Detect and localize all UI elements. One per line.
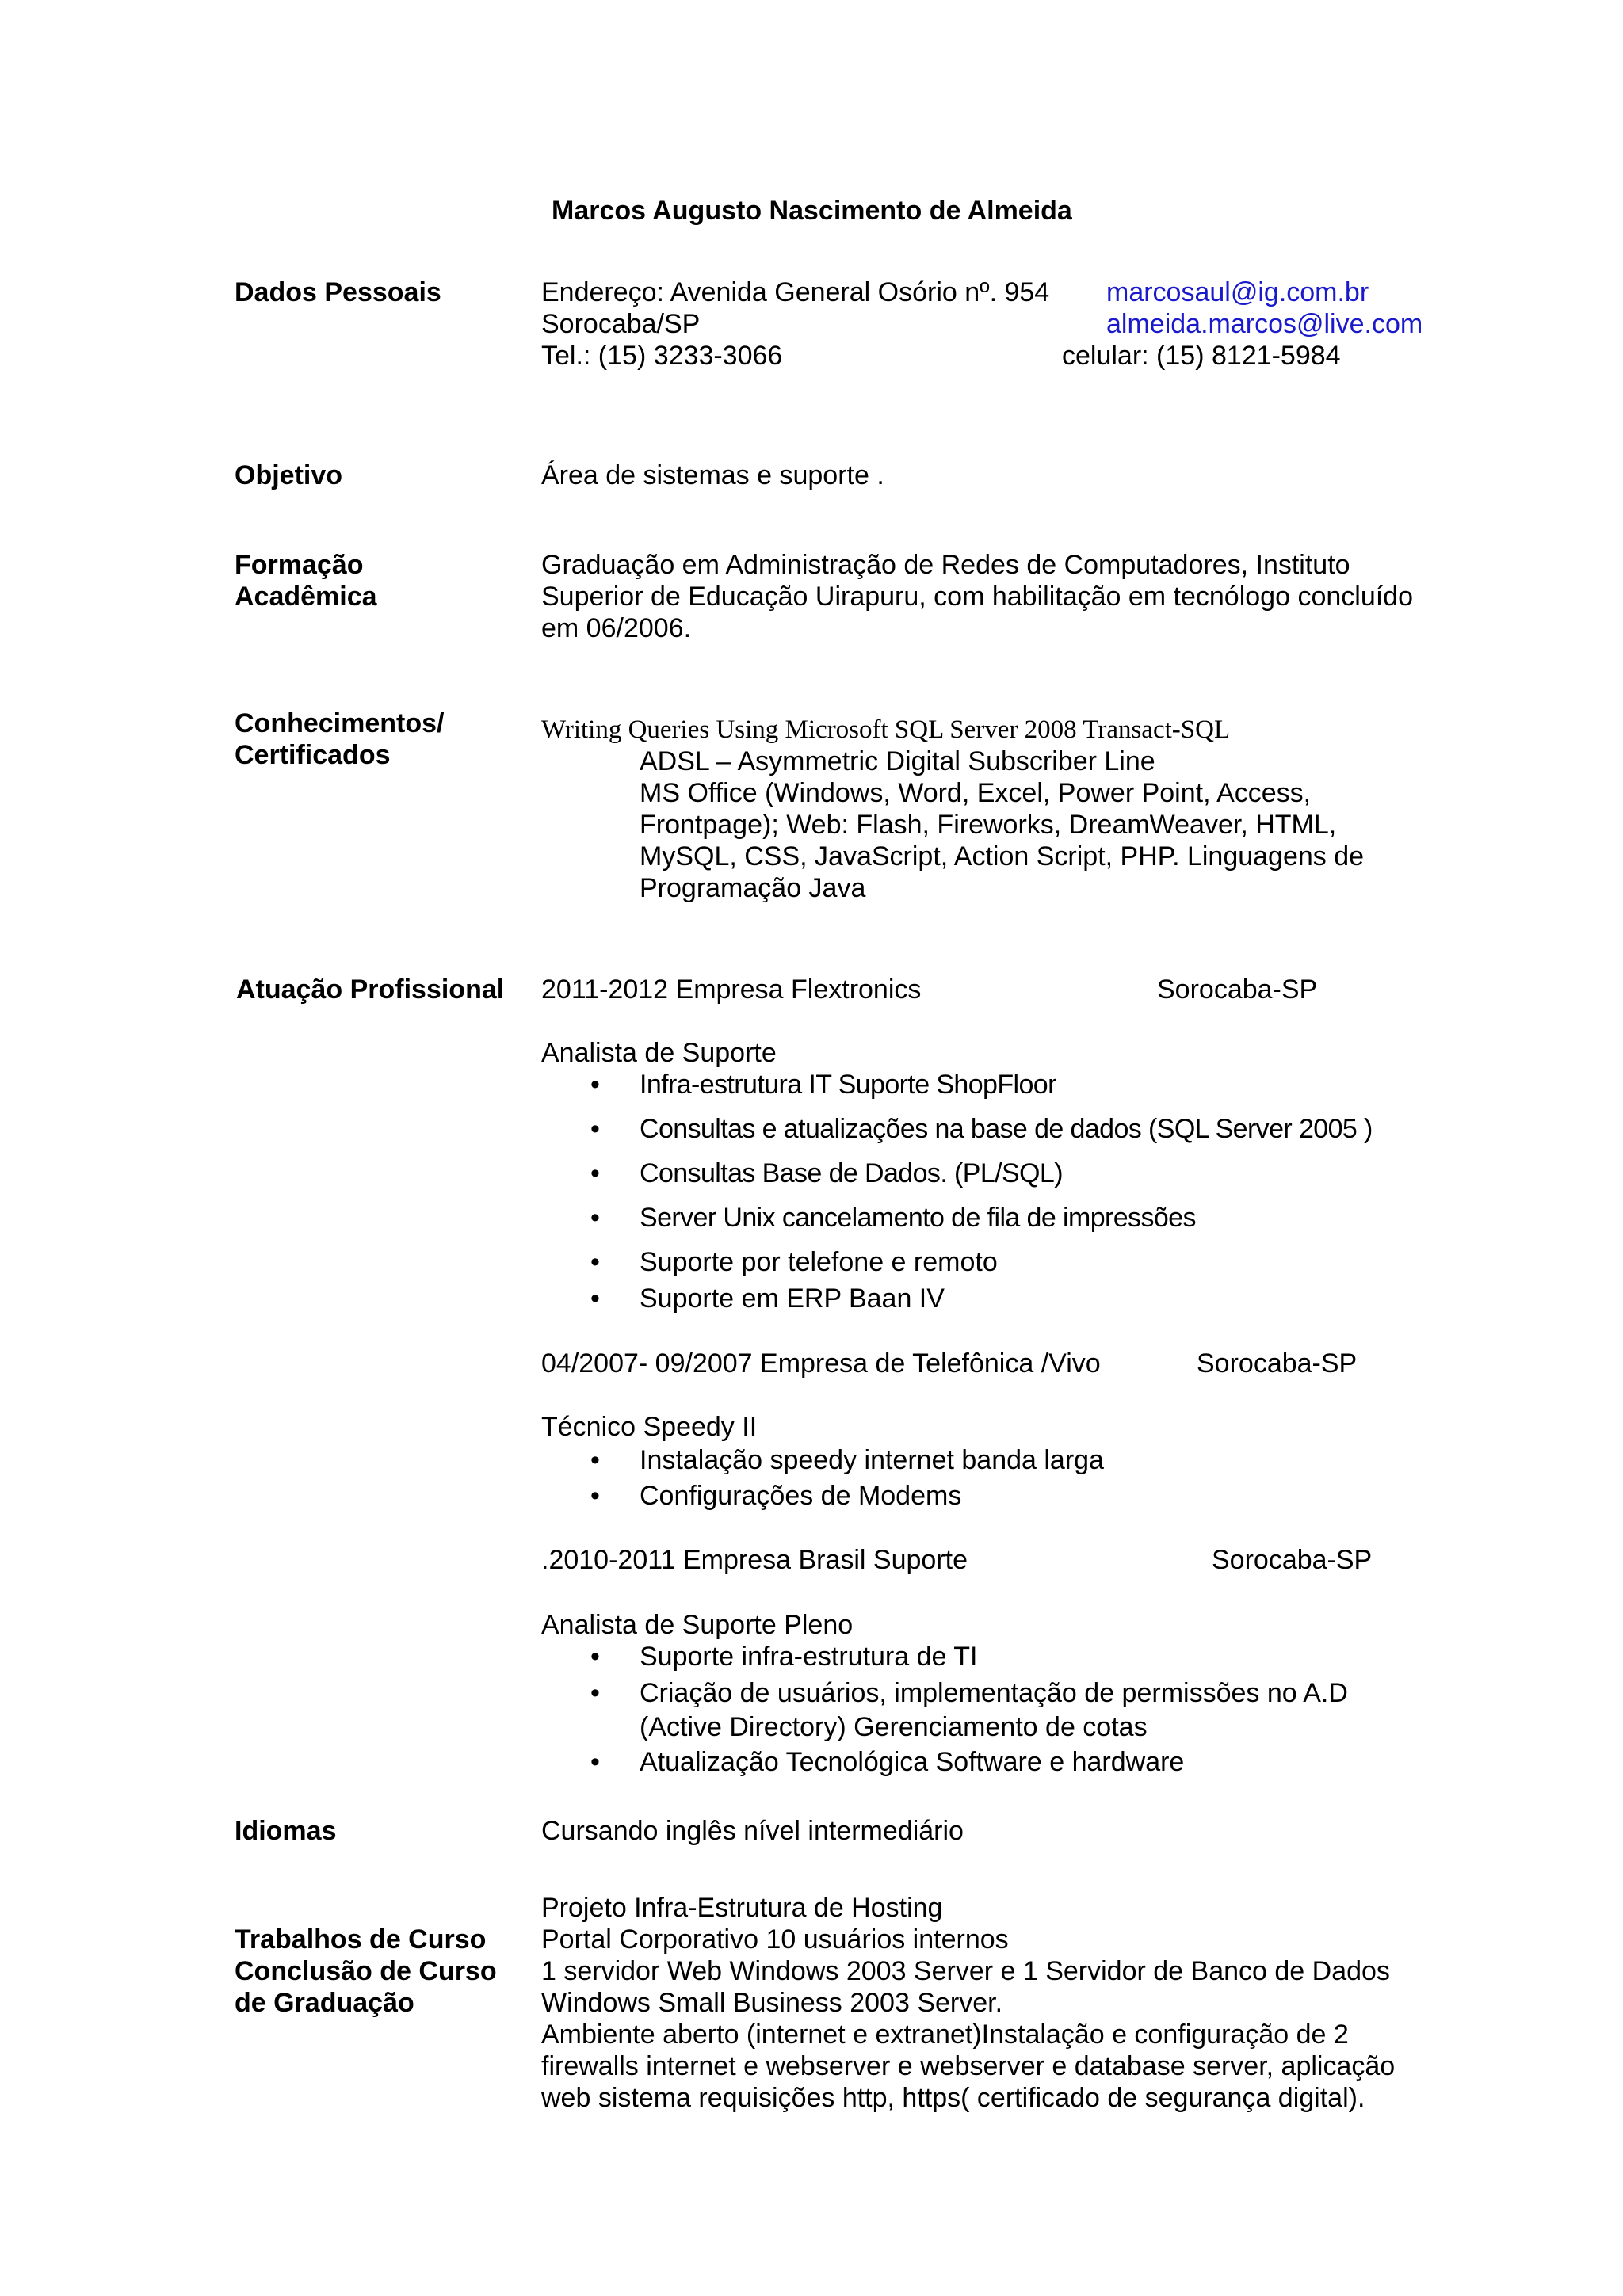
coursework-line: Projeto Infra-Estrutura de Hosting	[541, 1893, 943, 1923]
knowledge-line: MS Office (Windows, Word, Excel, Power Point, Access,	[640, 778, 1312, 808]
knowledge-line: ADSL – Asymmetric Digital Subscriber Line	[640, 746, 1155, 776]
knowledge-line: Frontpage); Web: Flash, Fireworks, DreamWeaver, HTML,	[640, 810, 1337, 840]
job-task: • Atualização Tecnológica Software e hardware	[590, 1747, 1185, 1777]
job-task: • Configurações de Modems	[590, 1481, 962, 1511]
job-location: Sorocaba-SP	[1212, 1545, 1373, 1575]
section-heading-languages: Idiomas	[235, 1816, 337, 1846]
bullet-icon: •	[590, 1114, 600, 1144]
bullet-icon: •	[590, 1070, 600, 1100]
job-task: • Server Unix cancelamento de fila de impressões	[590, 1203, 1196, 1233]
knowledge-line: MySQL, CSS, JavaScript, Action Script, PHP. Linguagens de	[640, 841, 1365, 871]
job-role: Técnico Speedy II	[541, 1412, 758, 1442]
job-period: 2011-2012 Empresa Flextronics	[541, 974, 922, 1005]
job-task: • Criação de usuários, implementação de permissões no A.D	[590, 1678, 1348, 1708]
city: Sorocaba/SP	[541, 309, 701, 339]
coursework-line: Windows Small Business 2003 Server.	[541, 1988, 1003, 2018]
section-heading-coursework-1: Trabalhos de Curso	[235, 1924, 487, 1955]
section-heading-personal: Dados Pessoais	[235, 277, 441, 307]
bullet-icon: •	[590, 1678, 600, 1708]
job-task: • Consultas e atualizações na base de dados (SQL Server 2005 )	[590, 1114, 1373, 1144]
education-line: em 06/2006.	[541, 613, 692, 643]
job-location: Sorocaba-SP	[1157, 974, 1318, 1005]
languages-text: Cursando inglês nível intermediário	[541, 1816, 964, 1846]
job-location: Sorocaba-SP	[1197, 1348, 1358, 1379]
coursework-line: Ambiente aberto (internet e extranet)Instalação e configuração de 2	[541, 2019, 1349, 2050]
section-heading-education-1: Formação	[235, 550, 364, 580]
section-heading-coursework-3: de Graduação	[235, 1988, 414, 2018]
job-role: Analista de Suporte Pleno	[541, 1610, 854, 1640]
email-link-2[interactable]: almeida.marcos@live.com	[1106, 309, 1423, 339]
job-role: Analista de Suporte	[541, 1038, 777, 1068]
section-heading-education-2: Acadêmica	[235, 582, 377, 612]
section-heading-knowledge-2: Certificados	[235, 740, 391, 770]
bullet-icon: •	[590, 1283, 600, 1314]
section-heading-knowledge-1: Conhecimentos/	[235, 708, 445, 738]
bullet-icon: •	[590, 1158, 600, 1188]
job-task: • Suporte infra-estrutura de TI	[590, 1642, 978, 1672]
job-period: 04/2007- 09/2007 Empresa de Telefônica /Vivo	[541, 1348, 1101, 1379]
phone: Tel.: (15) 3233-3066	[541, 341, 783, 371]
knowledge-line: Programação Java	[640, 873, 866, 903]
email-link-1[interactable]: marcosaul@ig.com.br	[1106, 277, 1369, 307]
job-task: • Suporte por telefone e remoto	[590, 1247, 998, 1277]
objective-text: Área de sistemas e suporte .	[541, 460, 884, 490]
section-heading-objective: Objetivo	[235, 460, 343, 490]
coursework-line: 1 servidor Web Windows 2003 Server e 1 Servidor de Banco de Dados	[541, 1956, 1390, 1986]
section-heading-coursework-2: Conclusão de Curso	[235, 1956, 497, 1986]
education-line: Graduação em Administração de Redes de Computadores, Instituto	[541, 550, 1350, 580]
job-task: • Consultas Base de Dados. (PL/SQL)	[590, 1158, 1063, 1188]
section-heading-experience: Atuação Profissional	[236, 974, 505, 1005]
bullet-icon: •	[590, 1481, 600, 1511]
education-line: Superior de Educação Uirapuru, com habilitação em tecnólogo concluído	[541, 582, 1413, 612]
bullet-icon: •	[590, 1203, 600, 1233]
mobile-phone: celular: (15) 8121-5984	[1062, 341, 1341, 371]
job-task: • Infra-estrutura IT Suporte ShopFloor	[590, 1070, 1056, 1100]
coursework-line: Portal Corporativo 10 usuários internos	[541, 1924, 1009, 1955]
bullet-icon: •	[590, 1247, 600, 1277]
bullet-icon: •	[590, 1445, 600, 1475]
bullet-icon: •	[590, 1642, 600, 1672]
certificate-sql-course: Writing Queries Using Microsoft SQL Server 2008 Transact-SQL	[541, 715, 1231, 744]
coursework-line: web sistema requisições http, https( certificado de segurança digital).	[541, 2083, 1365, 2113]
job-task-continuation: (Active Directory) Gerenciamento de cotas	[640, 1712, 1148, 1742]
resume-name: Marcos Augusto Nascimento de Almeida	[552, 196, 1072, 226]
coursework-line: firewalls internet e webserver e webserver e database server, aplicação	[541, 2051, 1396, 2081]
job-task: • Instalação speedy internet banda larga	[590, 1445, 1104, 1475]
job-period: .2010-2011 Empresa Brasil Suporte	[541, 1545, 968, 1575]
address: Endereço: Avenida General Osório nº. 954	[541, 277, 1050, 307]
bullet-icon: •	[590, 1747, 600, 1777]
job-task: • Suporte em ERP Baan IV	[590, 1283, 945, 1314]
